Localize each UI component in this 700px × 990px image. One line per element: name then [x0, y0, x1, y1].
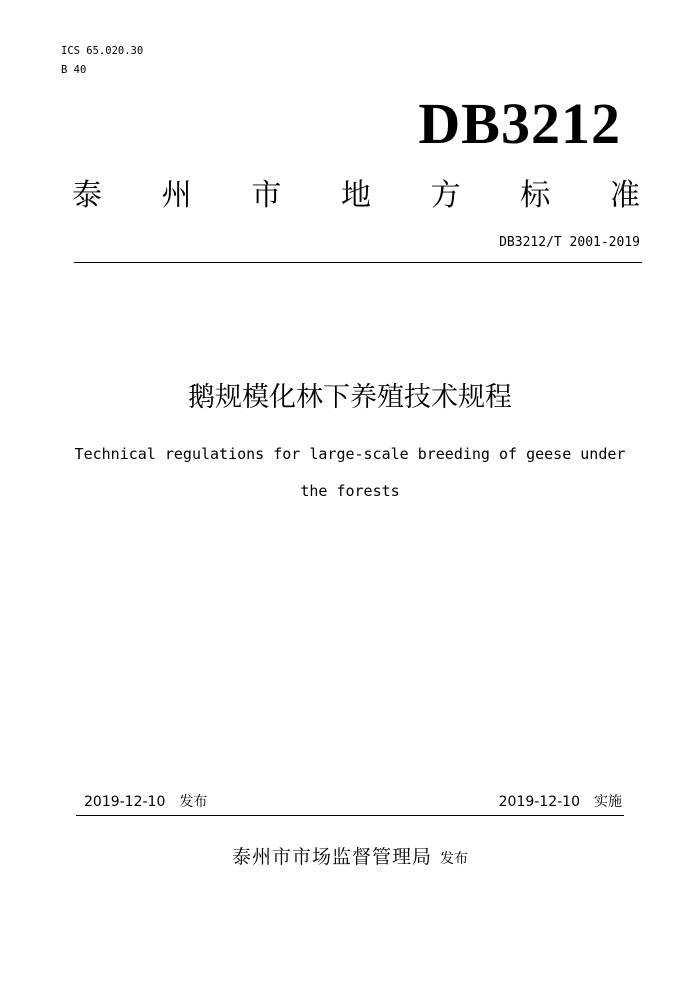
standard-name-char: 泰: [72, 178, 102, 213]
standard-number: DB3212/T 2001-2019: [499, 235, 640, 250]
document-title-cn: 鹅规模化林下养殖技术规程: [188, 382, 512, 413]
publish-date: 2019-12-10: [84, 794, 166, 810]
standard-name-char: 市: [251, 178, 282, 213]
issuer-block: [0, 843, 700, 873]
title-en-line: Technical regulations for large-scale breeding of geese under: [74, 445, 626, 463]
implement-date-block: [499, 792, 622, 812]
implement-date: 2019-12-10: [498, 794, 580, 810]
standard-name-char: 地: [340, 178, 371, 213]
ccs-code: B 40: [61, 64, 87, 76]
publish-label: 发布: [179, 794, 208, 810]
implement-label: 实施: [594, 794, 622, 810]
title-en-line: the forests: [300, 482, 400, 500]
ics-code: ICS 65.020.30: [61, 45, 144, 57]
standard-name-char: 州: [161, 178, 192, 213]
publish-date-block: [84, 792, 207, 812]
standard-name-char: 标: [520, 178, 551, 213]
standard-name-char: 方: [430, 178, 461, 213]
header-divider: [74, 262, 642, 263]
issuer-suffix: 发布: [440, 851, 468, 867]
standard-name-char: 准: [609, 178, 640, 213]
document-title-en: [40, 436, 660, 510]
issuer-name: 泰州市市场监督管理局: [231, 846, 432, 868]
standard-code: DB3212: [418, 91, 621, 156]
standard-category-name: [72, 176, 640, 216]
footer-divider: [76, 815, 624, 816]
